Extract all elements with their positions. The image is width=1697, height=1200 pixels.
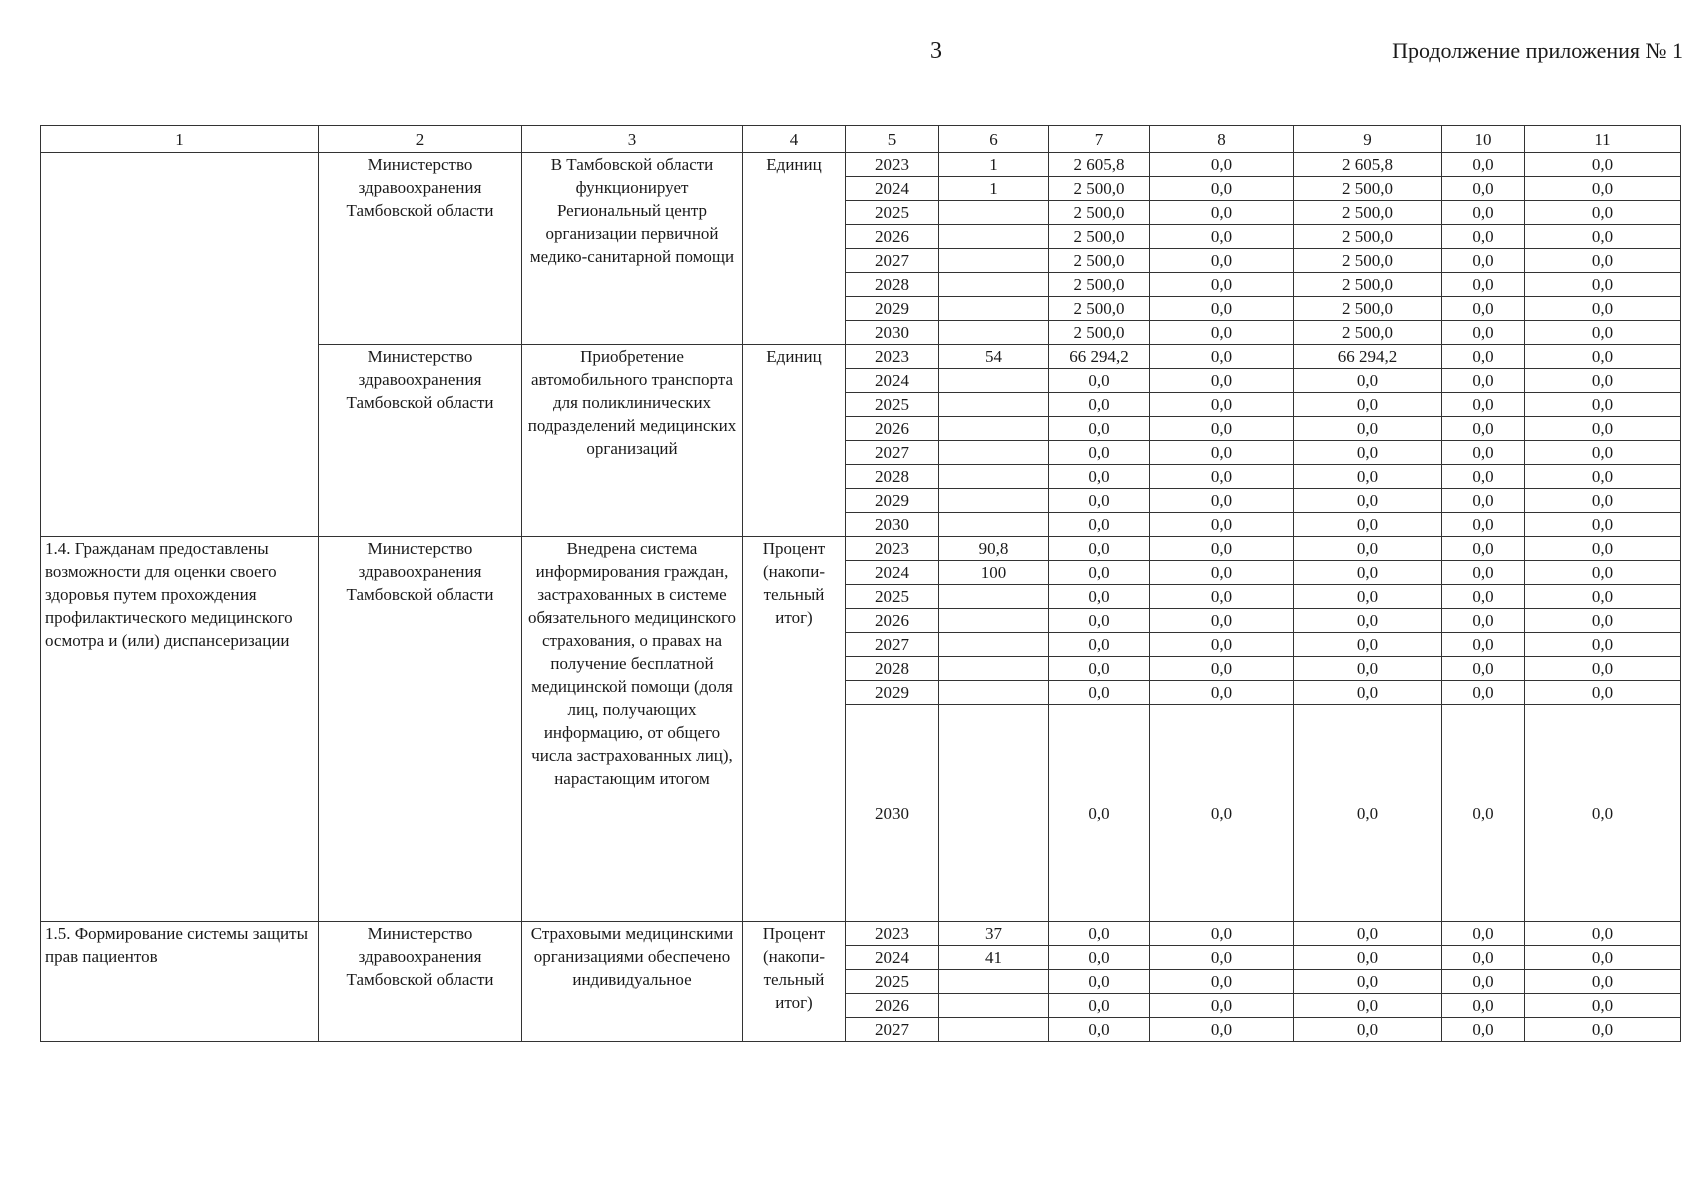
value-cell: 0,0: [1525, 537, 1681, 561]
value-cell: 0,0: [1525, 633, 1681, 657]
year-cell: 2024: [846, 369, 939, 393]
column-header-row: [41, 126, 1681, 153]
value-cell: 0,0: [1525, 273, 1681, 297]
value-cell: 0,0: [1294, 417, 1442, 441]
unit-cell: Единиц: [743, 345, 846, 537]
value-cell: 0,0: [1525, 609, 1681, 633]
value-cell: 0,0: [1294, 681, 1442, 705]
value-cell: 0,0: [1442, 393, 1525, 417]
value-cell: 2 500,0: [1294, 297, 1442, 321]
value-cell: 0,0: [1442, 922, 1525, 946]
value-cell: 0,0: [1049, 705, 1150, 922]
value-cell: 0,0: [1442, 273, 1525, 297]
value-cell: [939, 297, 1049, 321]
value-cell: 0,0: [1294, 1018, 1442, 1042]
value-cell: 0,0: [1049, 585, 1150, 609]
value-cell: 0,0: [1525, 585, 1681, 609]
value-cell: [939, 657, 1049, 681]
value-cell: 2 500,0: [1294, 321, 1442, 345]
value-cell: 0,0: [1294, 489, 1442, 513]
value-cell: 0,0: [1150, 922, 1294, 946]
value-cell: 0,0: [1150, 369, 1294, 393]
value-cell: 100: [939, 561, 1049, 585]
value-cell: [939, 994, 1049, 1018]
value-cell: 0,0: [1150, 321, 1294, 345]
value-cell: [939, 705, 1049, 922]
value-cell: [939, 393, 1049, 417]
value-cell: 2 500,0: [1294, 177, 1442, 201]
value-cell: 0,0: [1525, 369, 1681, 393]
value-cell: [939, 465, 1049, 489]
value-cell: 0,0: [1049, 441, 1150, 465]
value-cell: 0,0: [1294, 946, 1442, 970]
year-cell: 2026: [846, 225, 939, 249]
value-cell: 0,0: [1442, 249, 1525, 273]
value-cell: 0,0: [1442, 705, 1525, 922]
value-cell: 0,0: [1442, 321, 1525, 345]
value-cell: 0,0: [1525, 297, 1681, 321]
indicator-cell: Приобретение автомобильного транспорта для поликлинических подразделений медицинских организаций: [522, 345, 743, 537]
value-cell: 0,0: [1150, 657, 1294, 681]
year-cell: 2026: [846, 994, 939, 1018]
value-cell: 0,0: [1442, 369, 1525, 393]
year-cell: 2030: [846, 321, 939, 345]
value-cell: 0,0: [1442, 441, 1525, 465]
value-cell: 0,0: [1294, 369, 1442, 393]
value-cell: [939, 633, 1049, 657]
year-cell: 2027: [846, 441, 939, 465]
value-cell: 0,0: [1525, 249, 1681, 273]
column-header: 5: [846, 126, 939, 153]
value-cell: 0,0: [1525, 513, 1681, 537]
value-cell: 0,0: [1150, 345, 1294, 369]
year-cell: 2027: [846, 1018, 939, 1042]
unit-cell: Единиц: [743, 153, 846, 345]
value-cell: 2 500,0: [1049, 297, 1150, 321]
year-cell: 2025: [846, 585, 939, 609]
value-cell: [939, 609, 1049, 633]
year-cell: 2030: [846, 513, 939, 537]
value-cell: 0,0: [1150, 249, 1294, 273]
value-cell: [939, 970, 1049, 994]
column-header: 2: [319, 126, 522, 153]
value-cell: [939, 1018, 1049, 1042]
year-cell: 2023: [846, 922, 939, 946]
year-cell: 2025: [846, 201, 939, 225]
value-cell: 0,0: [1150, 561, 1294, 585]
value-cell: 0,0: [1294, 513, 1442, 537]
value-cell: 0,0: [1525, 946, 1681, 970]
value-cell: 0,0: [1049, 513, 1150, 537]
value-cell: 0,0: [1150, 273, 1294, 297]
value-cell: 2 605,8: [1294, 153, 1442, 177]
table-row: [41, 537, 1681, 561]
value-cell: 0,0: [1150, 1018, 1294, 1042]
column-header: 9: [1294, 126, 1442, 153]
value-cell: 0,0: [1049, 970, 1150, 994]
value-cell: [939, 513, 1049, 537]
value-cell: [939, 201, 1049, 225]
result-cell: 1.4. Гражданам предоставлены возможности для оценки своего здоровья путем прохождения профилактического медицинского осмотра и (или) диспансеризации: [41, 537, 319, 922]
value-cell: 0,0: [1525, 417, 1681, 441]
value-cell: 0,0: [1442, 153, 1525, 177]
column-header: 6: [939, 126, 1049, 153]
value-cell: 0,0: [1049, 946, 1150, 970]
value-cell: 0,0: [1442, 1018, 1525, 1042]
value-cell: 0,0: [1150, 465, 1294, 489]
year-cell: 2027: [846, 633, 939, 657]
table-row: [41, 153, 1681, 177]
value-cell: 54: [939, 345, 1049, 369]
value-cell: 2 500,0: [1049, 249, 1150, 273]
value-cell: 90,8: [939, 537, 1049, 561]
year-cell: 2028: [846, 273, 939, 297]
value-cell: 0,0: [1049, 681, 1150, 705]
value-cell: 41: [939, 946, 1049, 970]
value-cell: [939, 249, 1049, 273]
value-cell: 0,0: [1150, 153, 1294, 177]
value-cell: 0,0: [1049, 417, 1150, 441]
column-header: 8: [1150, 126, 1294, 153]
value-cell: 0,0: [1049, 369, 1150, 393]
value-cell: 2 605,8: [1049, 153, 1150, 177]
value-cell: 0,0: [1442, 561, 1525, 585]
value-cell: 0,0: [1150, 513, 1294, 537]
value-cell: 0,0: [1294, 393, 1442, 417]
year-cell: 2029: [846, 489, 939, 513]
value-cell: 0,0: [1442, 537, 1525, 561]
value-cell: 0,0: [1525, 225, 1681, 249]
column-header: 3: [522, 126, 743, 153]
indicator-cell: Внедрена система информирования граждан, застрахованных в системе обязательного медицинского страхования, о правах на получение бесплатной медицинской помощи (доля лиц, получающих информацию, от общего числа застрахованных лиц), нарастающим итогом: [522, 537, 743, 922]
value-cell: 0,0: [1525, 465, 1681, 489]
responsible-cell: Министерство здравоохранения Тамбовской области: [319, 153, 522, 345]
page-number: 3: [930, 38, 942, 64]
value-cell: 0,0: [1442, 633, 1525, 657]
value-cell: 0,0: [1150, 585, 1294, 609]
value-cell: 2 500,0: [1049, 321, 1150, 345]
value-cell: 0,0: [1294, 922, 1442, 946]
value-cell: 0,0: [1049, 657, 1150, 681]
value-cell: 0,0: [1150, 201, 1294, 225]
value-cell: 2 500,0: [1049, 225, 1150, 249]
value-cell: 0,0: [1049, 609, 1150, 633]
value-cell: 0,0: [1294, 441, 1442, 465]
value-cell: 0,0: [1525, 970, 1681, 994]
value-cell: 0,0: [1525, 177, 1681, 201]
year-cell: 2029: [846, 681, 939, 705]
value-cell: 0,0: [1525, 321, 1681, 345]
value-cell: [939, 489, 1049, 513]
year-cell: 2025: [846, 393, 939, 417]
indicator-cell: В Тамбовской области функционирует Региональный центр организации первичной медико-санитарной помощи: [522, 153, 743, 345]
value-cell: 0,0: [1049, 561, 1150, 585]
year-cell: 2023: [846, 345, 939, 369]
unit-cell: Процент (накопи-тельный итог): [743, 537, 846, 922]
value-cell: [939, 273, 1049, 297]
value-cell: 0,0: [1442, 201, 1525, 225]
value-cell: 0,0: [1049, 633, 1150, 657]
result-cell: [41, 153, 319, 537]
value-cell: 0,0: [1294, 657, 1442, 681]
value-cell: 0,0: [1442, 657, 1525, 681]
year-cell: 2024: [846, 946, 939, 970]
column-header: 11: [1525, 126, 1681, 153]
value-cell: [939, 681, 1049, 705]
value-cell: 0,0: [1442, 970, 1525, 994]
value-cell: 0,0: [1150, 705, 1294, 922]
value-cell: [939, 585, 1049, 609]
value-cell: 0,0: [1294, 609, 1442, 633]
value-cell: 2 500,0: [1294, 273, 1442, 297]
value-cell: 0,0: [1525, 994, 1681, 1018]
year-cell: 2028: [846, 465, 939, 489]
value-cell: 0,0: [1150, 681, 1294, 705]
value-cell: 0,0: [1442, 994, 1525, 1018]
value-cell: 2 500,0: [1049, 273, 1150, 297]
year-cell: 2029: [846, 297, 939, 321]
value-cell: 0,0: [1150, 393, 1294, 417]
value-cell: 0,0: [1525, 561, 1681, 585]
value-cell: [939, 321, 1049, 345]
value-cell: 0,0: [1525, 681, 1681, 705]
value-cell: 0,0: [1150, 970, 1294, 994]
value-cell: 0,0: [1150, 489, 1294, 513]
value-cell: 0,0: [1049, 465, 1150, 489]
value-cell: 0,0: [1049, 922, 1150, 946]
year-cell: 2028: [846, 657, 939, 681]
value-cell: 0,0: [1442, 585, 1525, 609]
value-cell: 0,0: [1150, 225, 1294, 249]
value-cell: 0,0: [1294, 537, 1442, 561]
value-cell: 0,0: [1294, 970, 1442, 994]
value-cell: 0,0: [1049, 994, 1150, 1018]
indicator-cell: Страховыми медицинскими организациями обеспечено индивидуальное: [522, 922, 743, 1042]
value-cell: 2 500,0: [1049, 201, 1150, 225]
responsible-cell: Министерство здравоохранения Тамбовской области: [319, 922, 522, 1042]
value-cell: 0,0: [1150, 946, 1294, 970]
value-cell: 0,0: [1525, 657, 1681, 681]
table-row: [41, 922, 1681, 946]
value-cell: 0,0: [1525, 705, 1681, 922]
responsible-cell: Министерство здравоохранения Тамбовской области: [319, 345, 522, 537]
value-cell: 0,0: [1049, 489, 1150, 513]
value-cell: 0,0: [1294, 633, 1442, 657]
value-cell: 0,0: [1442, 345, 1525, 369]
value-cell: 0,0: [1150, 297, 1294, 321]
value-cell: 0,0: [1150, 537, 1294, 561]
value-cell: 0,0: [1442, 513, 1525, 537]
value-cell: 0,0: [1525, 345, 1681, 369]
column-header: 4: [743, 126, 846, 153]
value-cell: 0,0: [1442, 681, 1525, 705]
value-cell: 2 500,0: [1049, 177, 1150, 201]
value-cell: 0,0: [1294, 465, 1442, 489]
value-cell: 0,0: [1442, 946, 1525, 970]
value-cell: 0,0: [1294, 585, 1442, 609]
year-cell: 2026: [846, 609, 939, 633]
value-cell: 0,0: [1150, 441, 1294, 465]
value-cell: 0,0: [1150, 994, 1294, 1018]
year-cell: 2024: [846, 177, 939, 201]
value-cell: 0,0: [1150, 417, 1294, 441]
year-cell: 2026: [846, 417, 939, 441]
year-cell: 2027: [846, 249, 939, 273]
value-cell: 1: [939, 177, 1049, 201]
value-cell: 66 294,2: [1294, 345, 1442, 369]
value-cell: 0,0: [1150, 633, 1294, 657]
value-cell: 66 294,2: [1049, 345, 1150, 369]
value-cell: 0,0: [1442, 489, 1525, 513]
value-cell: 2 500,0: [1294, 249, 1442, 273]
value-cell: 0,0: [1442, 609, 1525, 633]
value-cell: [939, 369, 1049, 393]
value-cell: [939, 441, 1049, 465]
value-cell: 0,0: [1442, 297, 1525, 321]
year-cell: 2030: [846, 705, 939, 922]
value-cell: 0,0: [1525, 922, 1681, 946]
value-cell: 0,0: [1049, 1018, 1150, 1042]
column-header: 7: [1049, 126, 1150, 153]
year-cell: 2023: [846, 537, 939, 561]
value-cell: 0,0: [1525, 153, 1681, 177]
value-cell: 0,0: [1150, 177, 1294, 201]
value-cell: 0,0: [1525, 441, 1681, 465]
column-header: 1: [41, 126, 319, 153]
responsible-cell: Министерство здравоохранения Тамбовской области: [319, 537, 522, 922]
value-cell: 2 500,0: [1294, 201, 1442, 225]
value-cell: 0,0: [1049, 393, 1150, 417]
continuation-label: Продолжение приложения № 1: [1392, 38, 1683, 63]
value-cell: 0,0: [1442, 417, 1525, 441]
value-cell: [939, 417, 1049, 441]
value-cell: 0,0: [1525, 489, 1681, 513]
unit-cell: Процент (накопи-тельный итог): [743, 922, 846, 1042]
column-header: 10: [1442, 126, 1525, 153]
value-cell: 0,0: [1442, 225, 1525, 249]
value-cell: 1: [939, 153, 1049, 177]
value-cell: 0,0: [1442, 177, 1525, 201]
value-cell: 0,0: [1525, 1018, 1681, 1042]
value-cell: 0,0: [1294, 561, 1442, 585]
value-cell: 0,0: [1150, 609, 1294, 633]
year-cell: 2025: [846, 970, 939, 994]
value-cell: 0,0: [1294, 994, 1442, 1018]
year-cell: 2023: [846, 153, 939, 177]
indicators-table: [40, 125, 1681, 1042]
result-cell: 1.5. Формирование системы защиты прав пациентов: [41, 922, 319, 1042]
value-cell: 0,0: [1049, 537, 1150, 561]
value-cell: [939, 225, 1049, 249]
value-cell: 2 500,0: [1294, 225, 1442, 249]
year-cell: 2024: [846, 561, 939, 585]
value-cell: 37: [939, 922, 1049, 946]
value-cell: 0,0: [1442, 465, 1525, 489]
value-cell: 0,0: [1294, 705, 1442, 922]
value-cell: 0,0: [1525, 201, 1681, 225]
value-cell: 0,0: [1525, 393, 1681, 417]
